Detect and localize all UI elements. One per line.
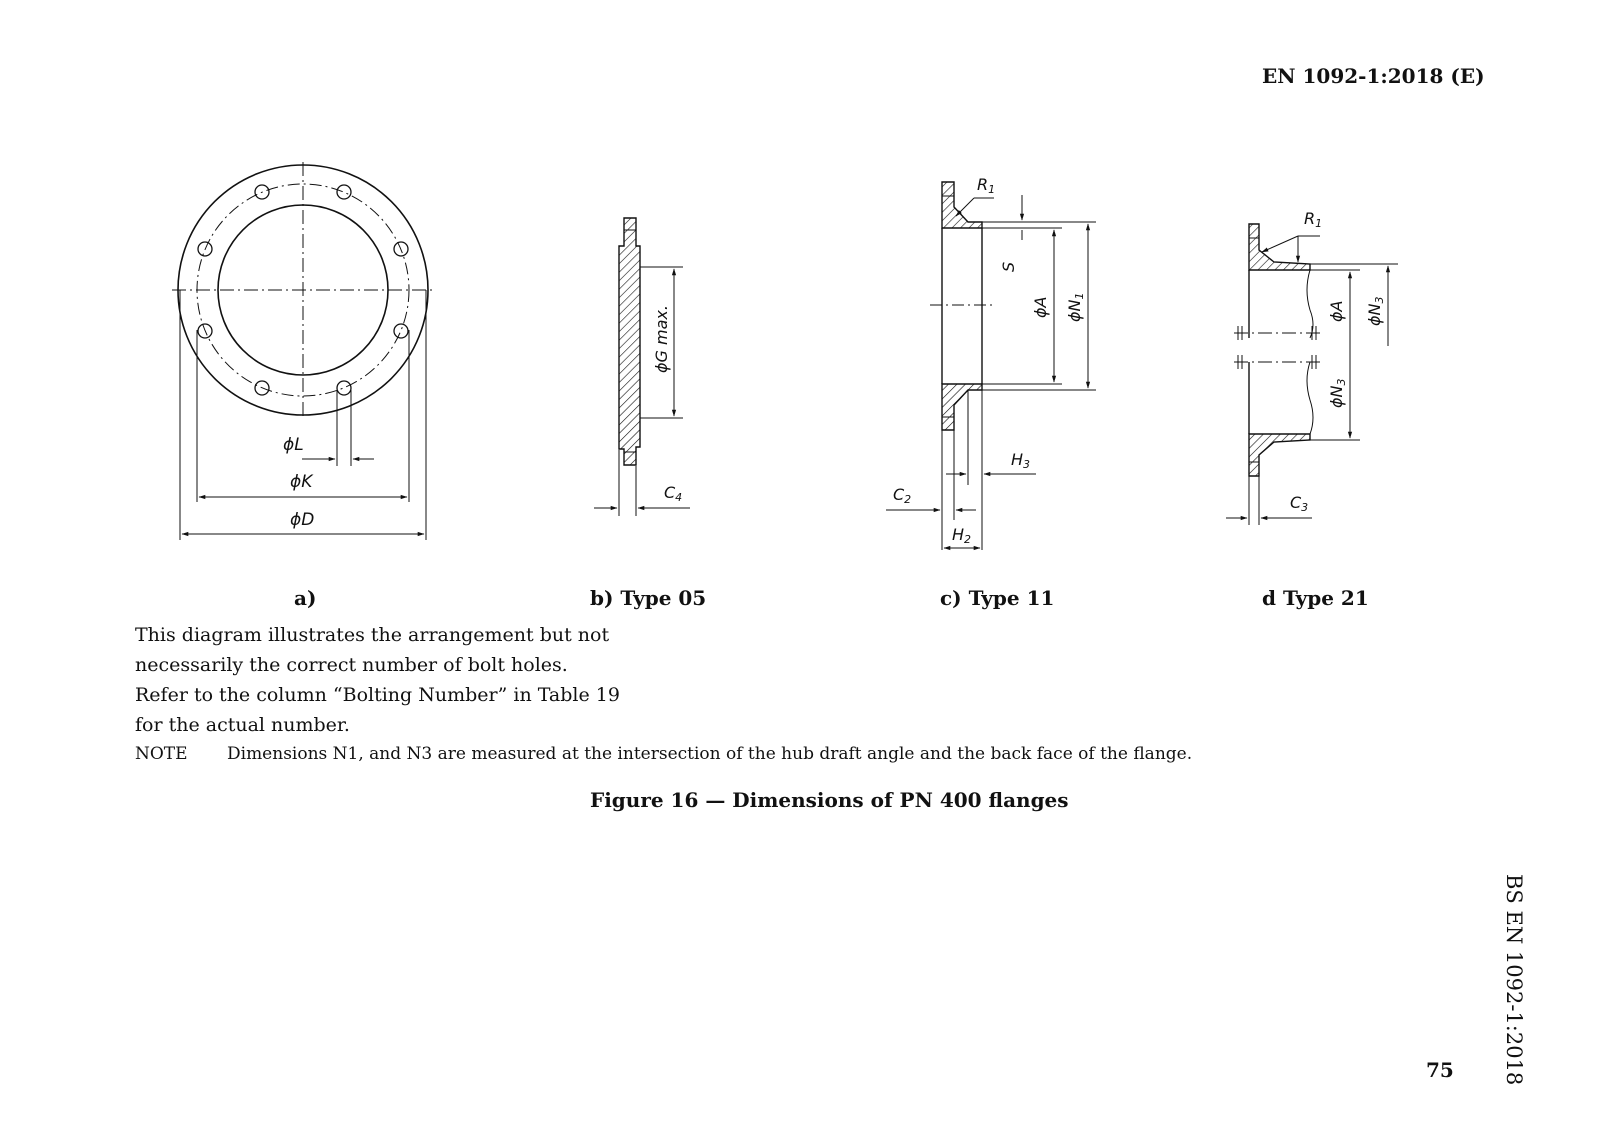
subfigure-label-b: b) Type 05: [590, 586, 707, 610]
integral-flange-section-top: [1249, 224, 1310, 270]
dim-label-C4: C4: [664, 483, 683, 504]
subfigure-b-type05: [594, 218, 690, 516]
figure-caption: Figure 16 — Dimensions of PN 400 flanges: [590, 788, 1069, 812]
bolt-hole: [337, 185, 351, 199]
dim-label-S: S: [999, 261, 1018, 272]
note-text: Dimensions N1, and N3 are measured at the intersection of the hub draft angle and the back face of the flange.: [227, 744, 1193, 764]
dim-label-phiD: ϕD: [290, 510, 315, 530]
note-a-line: Refer to the column “Bolting Number” in Table 19: [135, 684, 620, 706]
page-number: 75: [1426, 1058, 1454, 1082]
dim-label-R1-c: R1: [977, 175, 996, 196]
blind-flange-section: [619, 218, 640, 465]
subfigure-a-note: [135, 620, 620, 740]
subfigure-c-type11: [886, 182, 1096, 550]
dim-label-phiN1: ϕN1: [1065, 292, 1086, 322]
dim-label-phiA-d: ϕA: [1327, 300, 1346, 322]
dim-label-phiN3-upper: ϕN3: [1365, 296, 1386, 326]
dim-label-C2: C2: [893, 485, 912, 506]
side-standard-label: BS EN 1092-1:2018: [1502, 874, 1526, 1086]
note-a-line: necessarily the correct number of bolt holes.: [135, 654, 568, 676]
dim-label-C3: C3: [1290, 493, 1309, 514]
subfigure-label-c: c) Type 11: [940, 586, 1055, 610]
note-keyword: NOTE: [135, 744, 188, 764]
subfigure-label-d: d Type 21: [1262, 586, 1369, 610]
weld-neck-section-bottom: [942, 384, 982, 430]
dim-label-phiA-c: ϕA: [1031, 296, 1050, 318]
bolt-hole: [337, 381, 351, 395]
subfigure-d-type21: [1226, 224, 1398, 525]
bolt-hole: [394, 324, 408, 338]
dim-label-R1-d: R1: [1304, 209, 1323, 230]
dim-label-H3: H3: [1011, 450, 1031, 471]
standard-header: EN 1092-1:2018 (E): [1262, 64, 1485, 88]
dim-label-phiN3-lower: ϕN3: [1327, 378, 1348, 408]
note-a-line: for the actual number.: [135, 714, 350, 736]
dim-label-H2: H2: [952, 525, 972, 546]
dim-label-phiK: ϕK: [290, 472, 313, 492]
figure-note: [135, 744, 1192, 764]
subfigure-label-a: a): [294, 586, 317, 610]
dim-label-phiL: ϕL: [283, 435, 304, 455]
integral-flange-section-bottom: [1249, 434, 1310, 476]
dim-label-phiG: ϕG max.: [652, 305, 671, 373]
weld-neck-section-top: [942, 182, 982, 228]
note-a-line: This diagram illustrates the arrangement but not: [135, 624, 610, 646]
